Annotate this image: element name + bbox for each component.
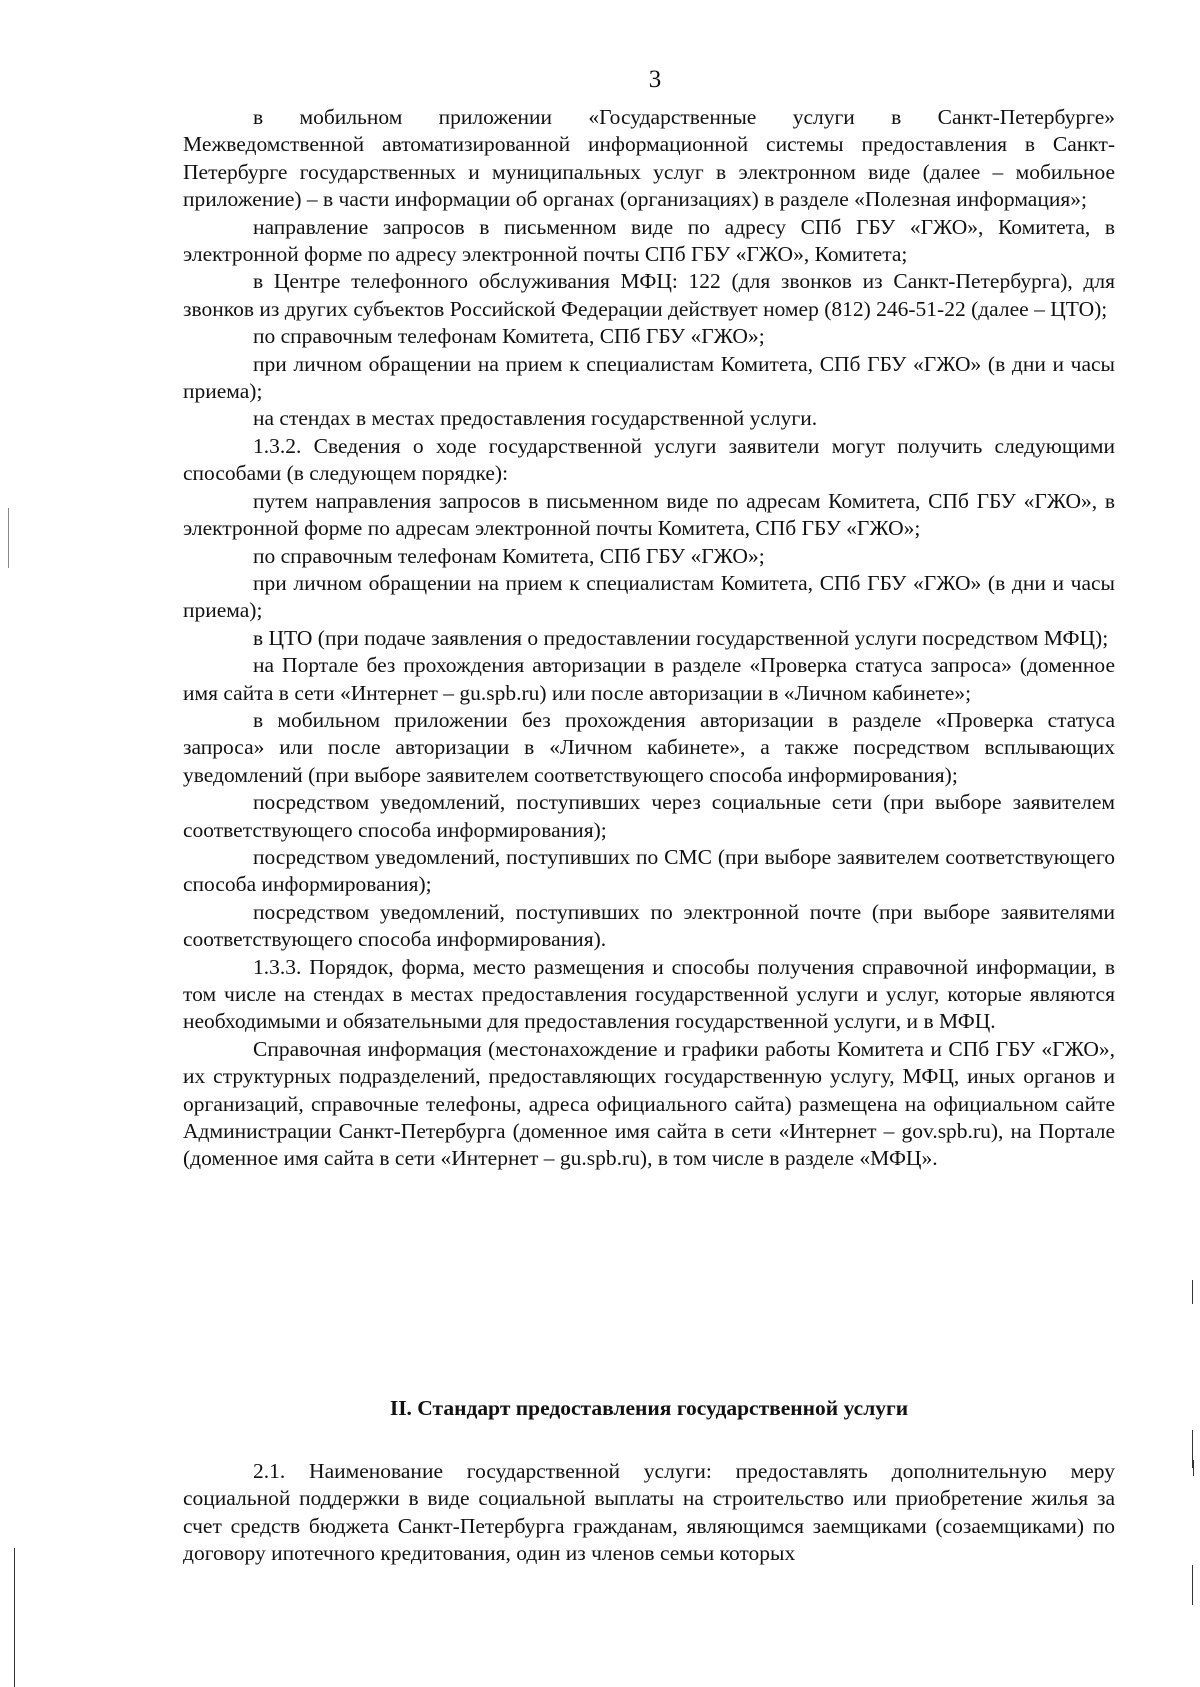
paragraph: 1.3.3. Порядок, форма, место размещения и способы получения справочной информации, в том числе на стендах в местах предоставления государственной услуги и услуг, которые являются необходимыми и обязательными для предоставления государственной услуги, и в МФЦ. bbox=[183, 954, 1115, 1034]
paragraph: при личном обращении на прием к специалистам Комитета, СПб ГБУ «ГЖО» (в дни и часы приема); bbox=[183, 570, 1115, 623]
scan-mark bbox=[1193, 1460, 1194, 1476]
paragraph: Справочная информация (местонахождение и графики работы Комитета и СПб ГБУ «ГЖО», их структурных подразделений, предоставляющих государственную услугу, МФЦ, иных органов и организаций, справочные телефоны, адреса официального сайта) размещена на официальном сайте Администрации Санкт-Петербурга (доменное имя сайта в сети «Интернет – gov.spb.ru), на Портале (доменное имя сайта в сети «Интернет – gu.spb.ru), в том числе в разделе «МФЦ». bbox=[183, 1036, 1115, 1171]
paragraph: в ЦТО (при подаче заявления о предоставлении государственной услуги посредством МФЦ); bbox=[253, 625, 1109, 650]
paragraph: в мобильном приложении «Государственные услуги в Санкт-Петербурге» Межведомственной автоматизированной информационной системы предоставления в Санкт-Петербурге государственных и муниципальных услуг в электронном виде (далее – мобильное приложение) – в части информации об органах (организациях) в разделе «Полезная информация»; bbox=[183, 105, 1115, 212]
paragraph: посредством уведомлений, поступивших через социальные сети (при выборе заявителем соответствующего способа информирования); bbox=[183, 790, 1115, 842]
paragraph: в Центре телефонного обслуживания МФЦ: 122 (для звонков из Санкт-Петербурга), для звонков из других субъектов Российской Федерации действует номер (812) 246-51-22 (далее – ЦТО); bbox=[183, 269, 1115, 321]
paragraph: путем направления запросов в письменном виде по адресам Комитета, СПб ГБУ «ГЖО», в электронной форме по адресам электронной почты Комитета, СПб ГБУ «ГЖО»; bbox=[183, 488, 1115, 541]
section-heading: II. Стандарт предоставления государственной услуги bbox=[389, 1396, 909, 1420]
paragraph: 1.3.2. Сведения о ходе государственной услуги заявители могут получить следующими способами (в следующем порядке): bbox=[183, 433, 1115, 486]
paragraph: в мобильном приложении без прохождения авторизации в разделе «Проверка статуса запроса» или после авторизации в «Личном кабинете», а также посредством всплывающих уведомлений (при выборе заявителем соответствующего способа информирования); bbox=[183, 707, 1115, 787]
paragraph: по справочным телефонам Комитета, СПб ГБУ «ГЖО»; bbox=[253, 543, 765, 568]
scan-mark bbox=[14, 1548, 15, 1687]
paragraph: направление запросов в письменном виде по адресу СПб ГБУ «ГЖО», Комитета, в электронной форме по адресу электронной почты СПб ГБУ «ГЖО», Комитета; bbox=[183, 214, 1115, 267]
page-number: 3 bbox=[648, 66, 662, 93]
scan-mark bbox=[1192, 1280, 1193, 1304]
scan-mark bbox=[1192, 1565, 1193, 1605]
paragraph: по справочным телефонам Комитета, СПб ГБУ «ГЖО»; bbox=[253, 324, 765, 349]
paragraph: 2.1. Наименование государственной услуги: предоставлять дополнительную меру социальной поддержки в виде социальной выплаты на строительство или приобретение жилья за счет средств бюджета Санкт-Петербурга гражданам, являющимся заемщиками (созаемщиками) по договору ипотечного кредитования, один из членов семьи которых bbox=[183, 1459, 1115, 1566]
paragraph: при личном обращении на прием к специалистам Комитета, СПб ГБУ «ГЖО» (в дни и часы приема); bbox=[183, 351, 1115, 404]
document-body bbox=[183, 104, 1115, 1173]
section-body bbox=[183, 1458, 1115, 1568]
scan-mark bbox=[8, 508, 9, 568]
paragraph: на стендах в местах предоставления государственной услуги. bbox=[253, 406, 818, 431]
paragraph: посредством уведомлений, поступивших по электронной почте (при выборе заявителями соответствующего способа информирования). bbox=[183, 899, 1115, 952]
paragraph: посредством уведомлений, поступивших по СМС (при выборе заявителем соответствующего способа информирования); bbox=[183, 844, 1115, 897]
paragraph: на Портале без прохождения авторизации в разделе «Проверка статуса запроса» (доменное имя сайта в сети «Интернет – gu.spb.ru) или после авторизации в «Личном кабинете»; bbox=[183, 653, 1115, 705]
